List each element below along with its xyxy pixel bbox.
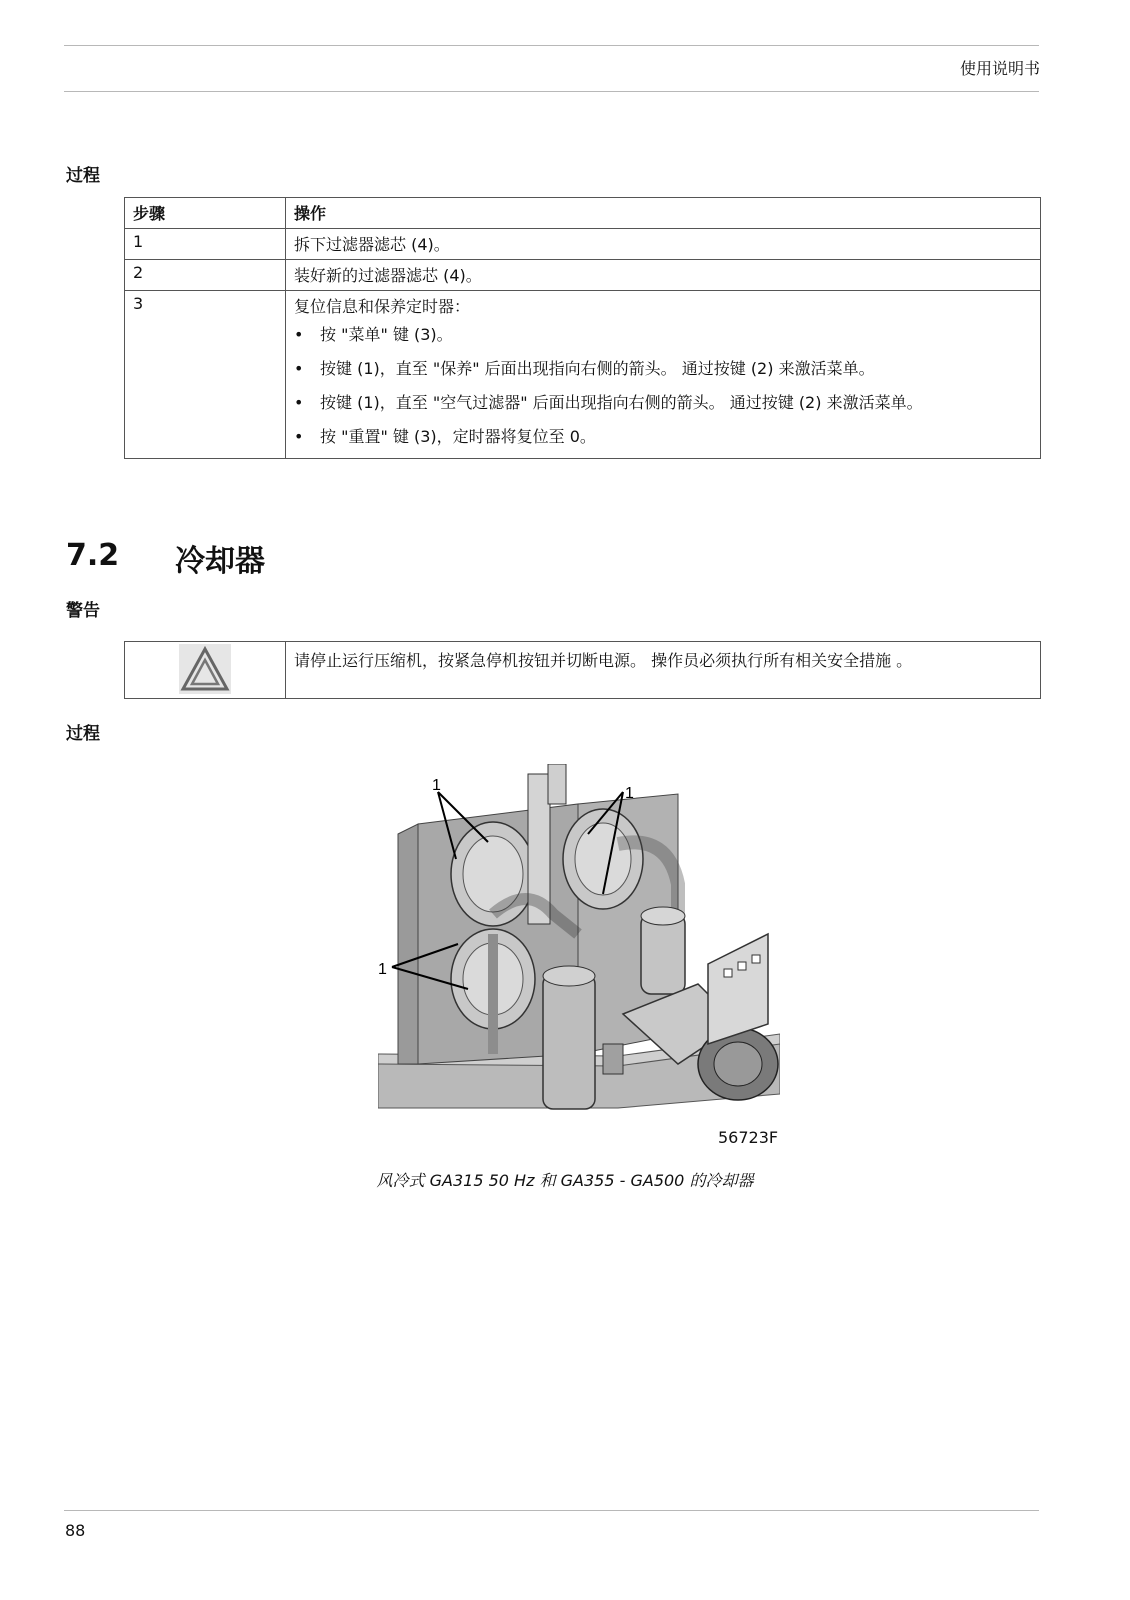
step-number: 1 [125,229,286,260]
table-row [125,229,1041,260]
warning-heading: 警告 [66,601,100,621]
bullet-item: • 按 "菜单" 键 (3)。 [294,325,1032,345]
warning-triangle-icon [179,644,231,694]
warning-icon-cell [125,642,286,699]
header-rule-bottom [64,91,1039,92]
table-row [125,260,1041,291]
callout-label: 1 [625,785,634,802]
section-number: 7.2 [66,538,120,573]
procedure-table [124,197,1041,459]
column-header-step: 步骤 [125,198,286,229]
bullet-list [294,325,1032,447]
step-action: 装好新的过滤器滤芯 (4)。 [286,260,1041,291]
figure-caption: 风冷式 GA315 50 Hz 和 GA355 - GA500 的冷却器 [376,1171,754,1190]
warning-row [125,642,1041,699]
document-title: 使用说明书 [959,59,1040,78]
warning-table [124,641,1041,699]
bullet-item: • 按键 (1)，直至 "保养" 后面出现指向右侧的箭头。 通过按键 (2) 来激活菜单。 [294,359,1032,379]
table-row [125,291,1041,459]
step-action-intro: 复位信息和保养定时器： [294,297,471,316]
procedure-heading-2: 过程 [66,724,100,744]
step-action: 拆下过滤器滤芯 (4)。 [286,229,1041,260]
section-title: 冷却器 [175,544,265,579]
bullet-item: • 按键 (1)，直至 "空气过滤器" 后面出现指向右侧的箭头。 通过按键 (2) 来激活菜单。 [294,393,1032,413]
footer-rule [64,1510,1039,1511]
figure-id: 56723F [718,1128,779,1147]
callout-label: 1 [432,777,441,794]
callout-label: 1 [378,961,387,978]
column-header-action: 操作 [286,198,1041,229]
warning-text: 请停止运行压缩机，按紧急停机按钮并切断电源。 操作员必须执行所有相关安全措施 。 [286,642,1041,699]
table-header-row [125,198,1041,229]
header-rule-top [64,45,1039,46]
bullet-item: • 按 "重置" 键 (3)，定时器将复位至 0。 [294,427,1032,447]
step-action [286,291,1041,459]
cooler-illustration [378,764,780,1136]
step-number: 2 [125,260,286,291]
page-number: 88 [65,1521,86,1540]
step-number: 3 [125,291,286,459]
procedure-heading: 过程 [66,166,100,186]
